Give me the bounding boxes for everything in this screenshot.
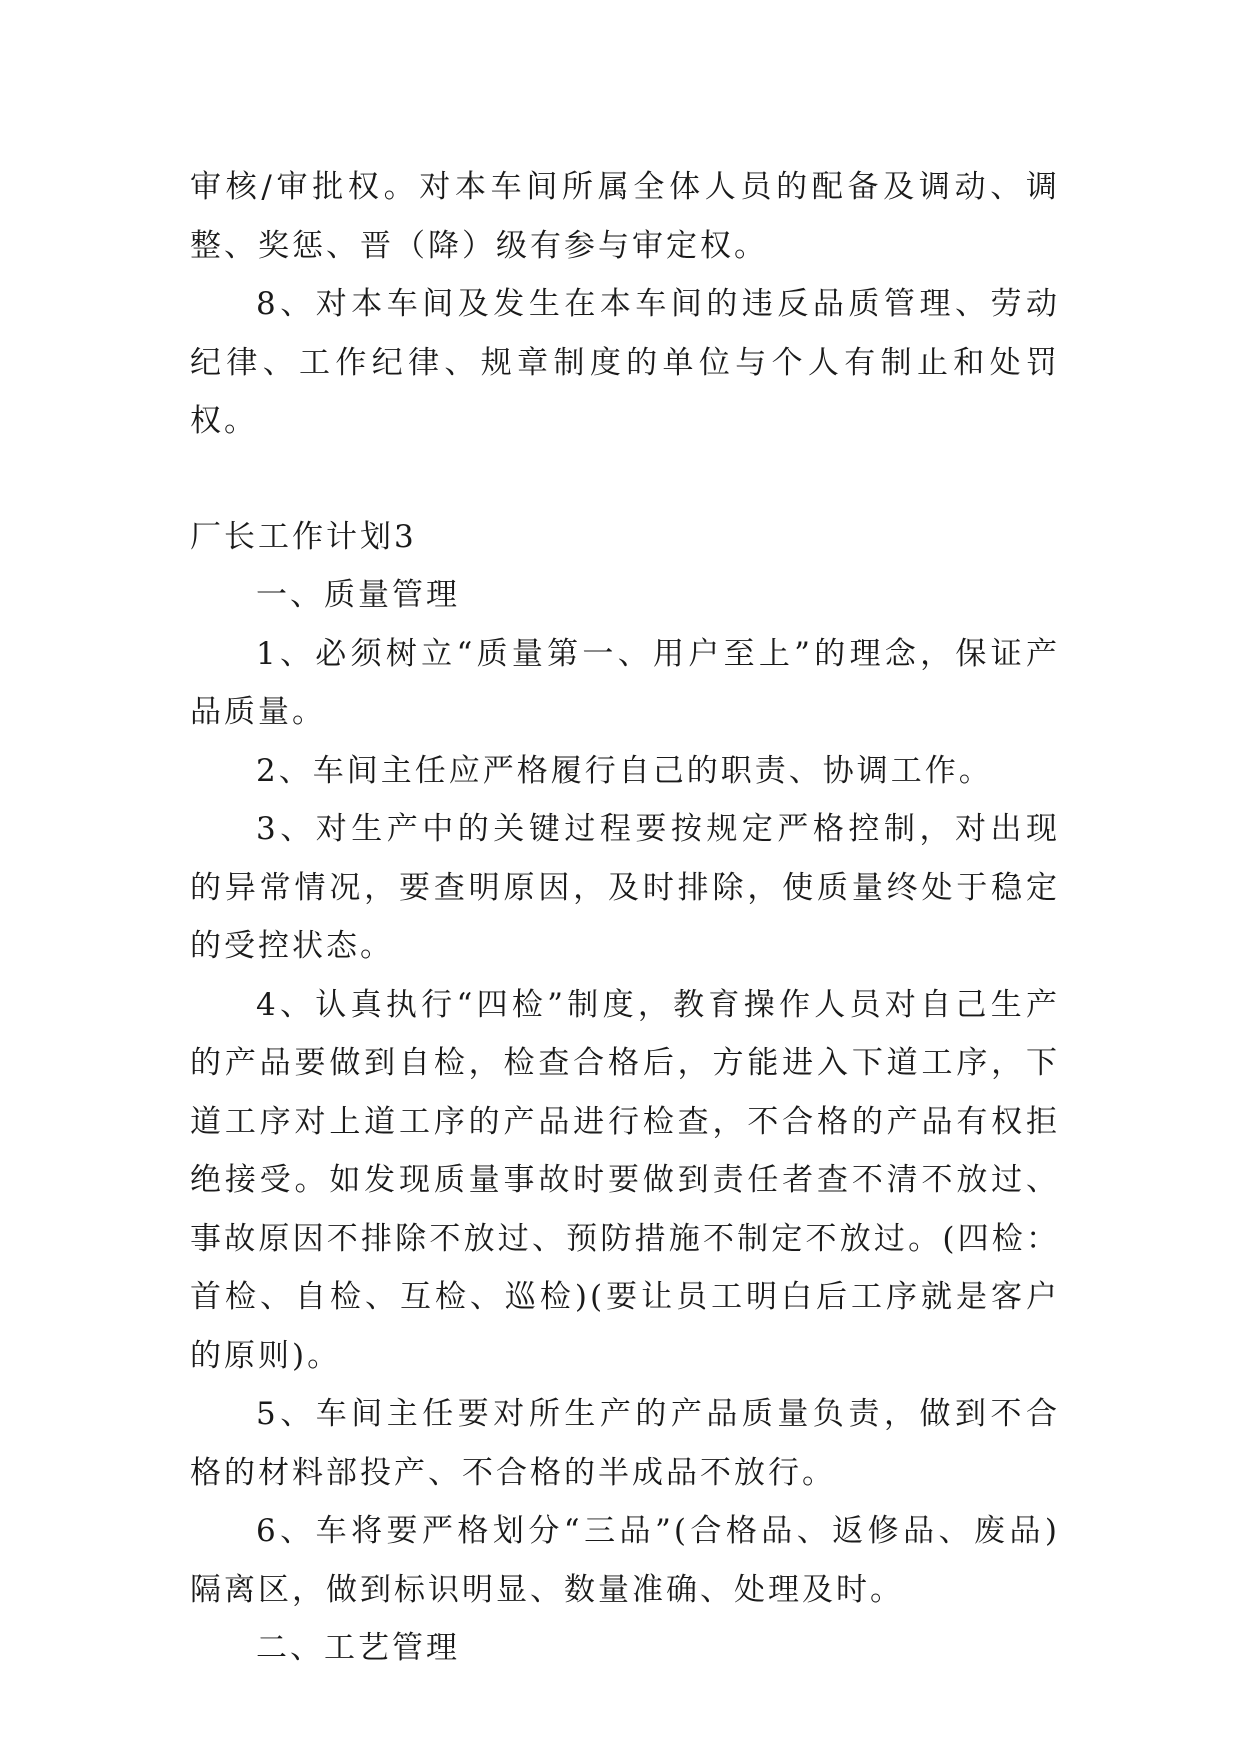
document-body [190,158,1060,1678]
section-title: 厂长工作计划3 [190,518,417,555]
heading-quality-management: 一、质量管理 [256,577,460,613]
heading-process-management: 二、工艺管理 [256,1630,460,1666]
continuation-paragraph: 审核/审批权。对本车间所属全体人员的配备及调动、调整、奖惩、晋（降）级有参与审定权。 [190,169,1060,264]
item-8-paragraph: 8、对本车间及发生在本车间的违反品质管理、劳动纪律、工作纪律、规章制度的单位与个人有制止和处罚权。 [190,286,1060,439]
section-spacer [190,451,1060,508]
quality-item-5: 5、车间主任要对所生产的产品质量负责，做到不合格的材料部投产、不合格的半成品不放行。 [190,1396,1060,1491]
quality-item-6: 6、车将要严格划分“三品”(合格品、返修品、废品)隔离区，做到标识明显、数量准确、处理及时。 [190,1513,1060,1608]
quality-item-4: 4、认真执行“四检”制度，教育操作人员对自己生产的产品要做到自检，检查合格后，方能进入下道工序，下道工序对上道工序的产品进行检查，不合格的产品有权拒绝接受。如发现质量事故时要做到责任者查不清不放过、事故原因不排除不放过、预防措施不制定不放过。(四检：首检、自检、互检、巡检)(要让员工明白后工序就是客户的原则)。 [190,986,1060,1374]
quality-item-1: 1、必须树立“质量第一、用户至上”的理念，保证产品质量。 [190,635,1060,730]
quality-item-2: 2、车间主任应严格履行自己的职责、协调工作。 [256,752,993,789]
quality-item-3: 3、对生产中的关键过程要按规定严格控制，对出现的异常情况，要查明原因，及时排除，使质量终处于稳定的受控状态。 [190,811,1060,964]
